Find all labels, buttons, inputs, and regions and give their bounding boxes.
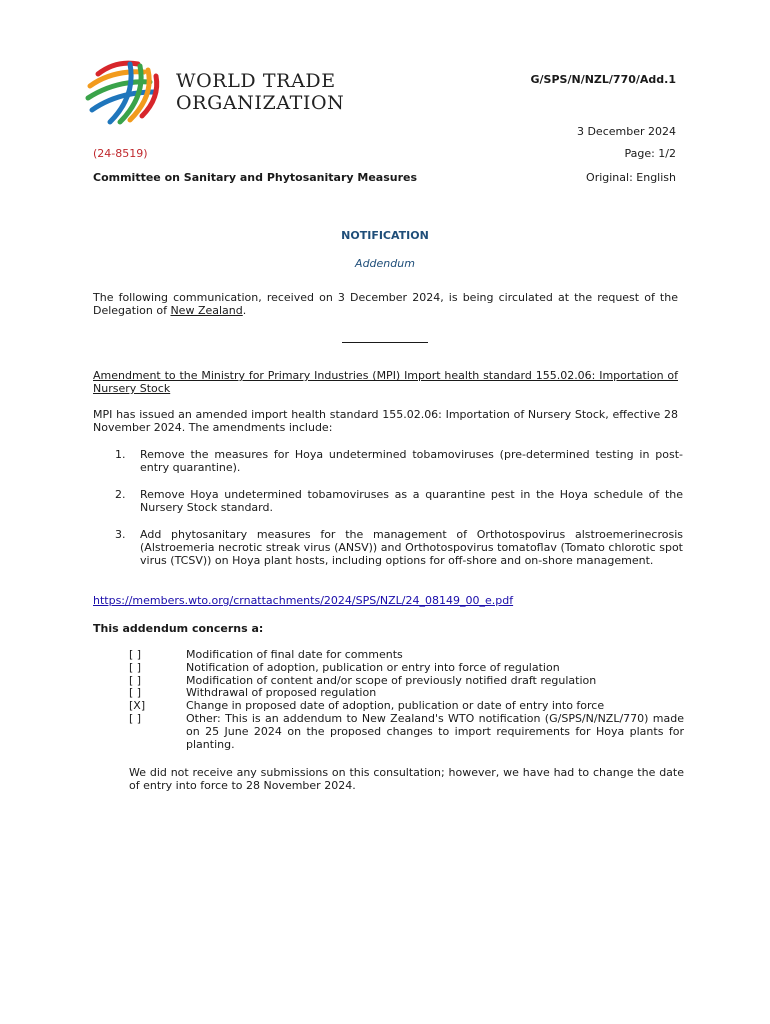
closing-paragraph: We did not receive any submissions on this consultation; however, we have had to change the date of entry into force to 28 November 2024. [129, 766, 684, 792]
checklist-row [129, 713, 684, 751]
checkbox-marker: [ ] [129, 648, 142, 661]
list-item-text: Add phytosanitary measures for the management of Orthotospovirus alstroemerinecrosis (Alstroemeria necrotic streak virus (ANSV)) and Orthotospovirus tomatoflav (Tomato chlorotic spot virus (TCSV)) on Hoya plant hosts, including options for off-shore and on-shore management. [140, 528, 683, 567]
page-indicator: Page: 1/2 [624, 147, 676, 160]
amendment-body: MPI has issued an amended import health standard 155.02.06: Importation of Nursery Stock, effective 28 November 2024. The amendments include: [93, 408, 678, 434]
list-item-text: Remove the measures for Hoya undetermined tobamoviruses (pre-determined testing in post-entry quarantine). [140, 448, 683, 474]
checkbox-marker-checked: [X] [129, 699, 146, 713]
checklist-text: Other: This is an addendum to New Zealand's WTO notification (G/SPS/N/NZL/770) made on 25 June 2024 on the proposed changes to import requirements for Hoya plants for planting. [186, 711, 684, 751]
list-item [115, 488, 683, 514]
checklist-row [129, 649, 684, 662]
addendum-subtitle: Addendum [355, 257, 415, 270]
list-item-text: Remove Hoya undetermined tobamoviruses as a quarantine pest in the Hoya schedule of the Nursery Stock standard. [140, 488, 683, 514]
list-item [115, 528, 683, 567]
checkbox-marker: [ ] [129, 673, 142, 687]
section-divider [342, 342, 428, 343]
notification-title: NOTIFICATION [341, 229, 429, 242]
logo-line-2: ORGANIZATION [176, 92, 345, 114]
amendment-heading: Amendment to the Ministry for Primary Industries (MPI) Import health standard 155.02.06: Importation of Nursery Stock [93, 369, 678, 395]
checklist-text: Modification of content and/or scope of previously notified draft regulation [186, 673, 597, 687]
original-language: Original: English [586, 171, 676, 184]
list-item [115, 448, 683, 474]
wto-logo-icon [84, 56, 174, 132]
intro-text-before: The following communication, received on 3 December 2024, is being circulated at the request of the Delegation of [93, 291, 678, 317]
wto-logo-text [176, 70, 344, 114]
concerns-heading: This addendum concerns a: [93, 622, 264, 635]
list-item-number: 1. [115, 448, 126, 461]
document-number: (24-8519) [93, 147, 148, 160]
attachment-link[interactable]: https://members.wto.org/crnattachments/2024/SPS/NZL/24_08149_00_e.pdf [93, 594, 514, 607]
checklist-text: Change in proposed date of adoption, publication or date of entry into force [186, 699, 605, 713]
member-name: New Zealand [170, 304, 243, 317]
intro-text-after: . [242, 304, 247, 317]
checklist-text: Notification of adoption, publication or entry into force of regulation [186, 660, 560, 674]
checklist-row [129, 662, 684, 675]
list-item-number: 2. [115, 488, 126, 501]
checklist-text: Modification of final date for comments [186, 648, 403, 661]
intro-paragraph [93, 291, 678, 317]
document-symbol: G/SPS/N/NZL/770/Add.1 [530, 73, 676, 86]
committee-name: Committee on Sanitary and Phytosanitary Measures [93, 171, 418, 184]
checklist-text: Withdrawal of proposed regulation [186, 686, 377, 700]
concerns-checklist [129, 649, 684, 751]
list-item-number: 3. [115, 528, 126, 541]
checkbox-marker: [ ] [129, 711, 142, 725]
logo-line-1: WORLD TRADE [176, 70, 336, 92]
wto-logo [84, 56, 344, 132]
checkbox-marker: [ ] [129, 660, 142, 674]
document-date: 3 December 2024 [576, 125, 676, 138]
checkbox-marker: [ ] [129, 686, 142, 700]
amendment-list [115, 448, 683, 581]
